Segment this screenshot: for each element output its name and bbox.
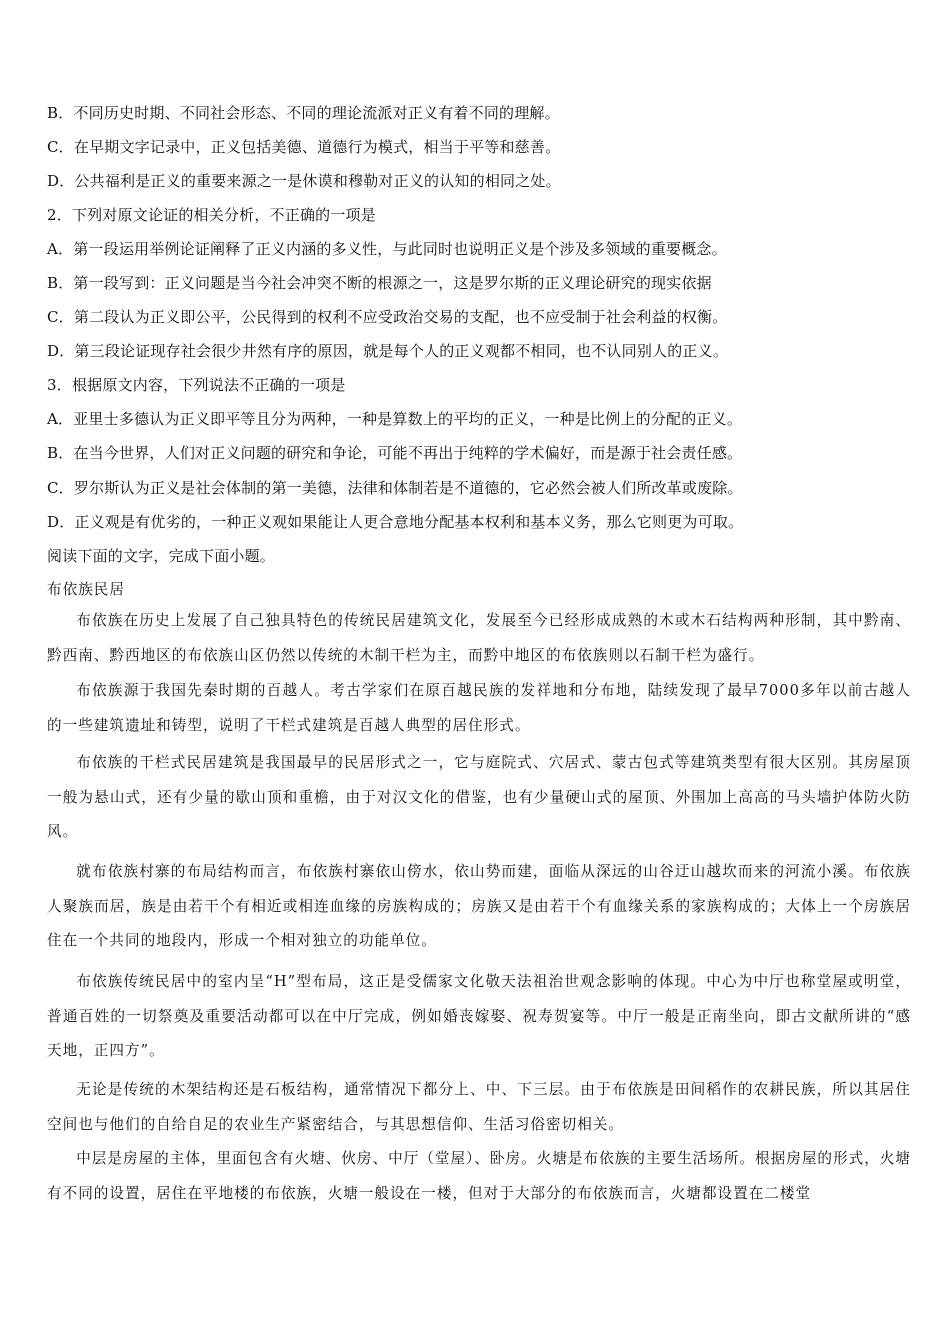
q2-stem: 2．下列对原文论证的相关分析，不正确的一项是 (47, 206, 376, 224)
q2-option-c: C．第二段认为正义即公平，公民得到的权利不应受政治交易的支配，也不应受制于社会利益的权衡。 (47, 308, 728, 326)
reading-instruction: 阅读下面的文字，完成下面小题。 (47, 547, 276, 565)
article-paragraph-6: 无论是传统的木架结构还是石板结构，通常情况下都分上、中、下三层。由于布依族是田间稻作的农耕民族，所以其居住空间也与他们的自给自足的农业生产紧密结合，与其思想信仰、生活习俗密切相关。 (47, 1081, 911, 1133)
q1-option-b: B．不同历史时期、不同社会形态、不同的理论流派对正义有着不同的理解。 (47, 104, 560, 122)
article-paragraph-4: 就布依族村寨的布局结构而言，布依族村寨依山傍水，依山势而建，面临从深远的山谷迂山越坎而来的河流小溪。布依族人聚族而居，族是由若干个有相近或相连血缘的房族构成的；房族又是由若干个有血缘关系的家族构成的；大体上一个房族居住在一个共同的地段内，形成一个相对独立的功能单位。 (47, 863, 911, 949)
q2-option-a: A．第一段运用举例论证阐释了正义内涵的多义性，与此同时也说明正义是个涉及多领域的重要概念。 (47, 240, 727, 258)
q2-option-d: D．第三段论证现存社会很少井然有序的原因，就是每个人的正义观都不相同，也不认同别人的正义。 (47, 342, 729, 360)
q3-option-a: A．亚里士多德认为正义即平等且分为两种，一种是算数上的平均的正义，一种是比例上的分配的正义。 (47, 410, 743, 428)
article-paragraph-5: 布依族传统民居中的室内呈“H”型布局，这正是受儒家文化敬天法祖治世观念影响的体现。中心为中厅也称堂屋或明堂，普通百姓的一切祭奠及重要活动都可以在中厅完成，例如婚丧嫁娶、祝寿贺宴等。中厅一般是正南坐向，即古文献所讲的“感天地，正四方”。 (47, 973, 911, 1059)
article-paragraph-1: 布依族在历史上发展了自己独具特色的传统民居建筑文化，发展至今已经形成成熟的木或木石结构两种形制，其中黔南、黔西南、黔西地区的布依族山区仍然以传统的木制干栏为主，而黔中地区的布依族则以石制干栏为盛行。 (47, 612, 911, 664)
q2-option-b: B．第一段写到：正义问题是当今社会冲突不断的根源之一，这是罗尔斯的正义理论研究的现实依据 (47, 274, 712, 292)
q3-option-b: B．在当今世界，人们对正义问题的研究和争论，可能不再出于纯粹的学术偏好，而是源于社会责任感。 (47, 444, 743, 462)
q1-option-c: C．在早期文字记录中，正义包括美德、道德行为模式，相当于平等和慈善。 (47, 138, 561, 156)
q3-stem: 3．根据原文内容，下列说法不正确的一项是 (47, 376, 346, 394)
q3-option-c: C．罗尔斯认为正义是社会体制的第一美德，法律和体制若是不道德的，它必然会被人们所改革或废除。 (47, 479, 743, 497)
article-paragraph-2: 布依族源于我国先秦时期的百越人。考古学家们在原百越民族的发祥地和分布地，陆续发现了最早7000多年以前古越人的一些建筑遗址和铸型，说明了干栏式建筑是百越人典型的居住形式。 (47, 682, 911, 734)
article-paragraph-3: 布依族的干栏式民居建筑是我国最早的民居形式之一，它与庭院式、穴居式、蒙古包式等建筑类型有很大区别。其房屋顶一般为悬山式，还有少量的歇山顶和重檐，由于对汉文化的借鉴，也有少量硬山式的屋顶、外围加上高高的马头墙护体防火防风。 (47, 754, 911, 840)
q3-option-d: D．正义观是有优劣的，一种正义观如果能让人更合意地分配基本权利和基本义务，那么它则更为可取。 (47, 513, 744, 531)
article-paragraph-7: 中层是房屋的主体，里面包含有火塘、伙房、中厅（堂屋）、卧房。火塘是布依族的主要生活场所。根据房屋的形式，火塘有不同的设置，居住在平地楼的布依族，火塘一般设在一楼，但对于大部分的布依族而言，火塘都设置在二楼堂 (47, 1150, 911, 1202)
article-title: 布依族民居 (47, 581, 125, 598)
q1-option-d: D．公共福利是正义的重要来源之一是休谟和穆勒对正义的认知的相同之处。 (47, 172, 561, 190)
